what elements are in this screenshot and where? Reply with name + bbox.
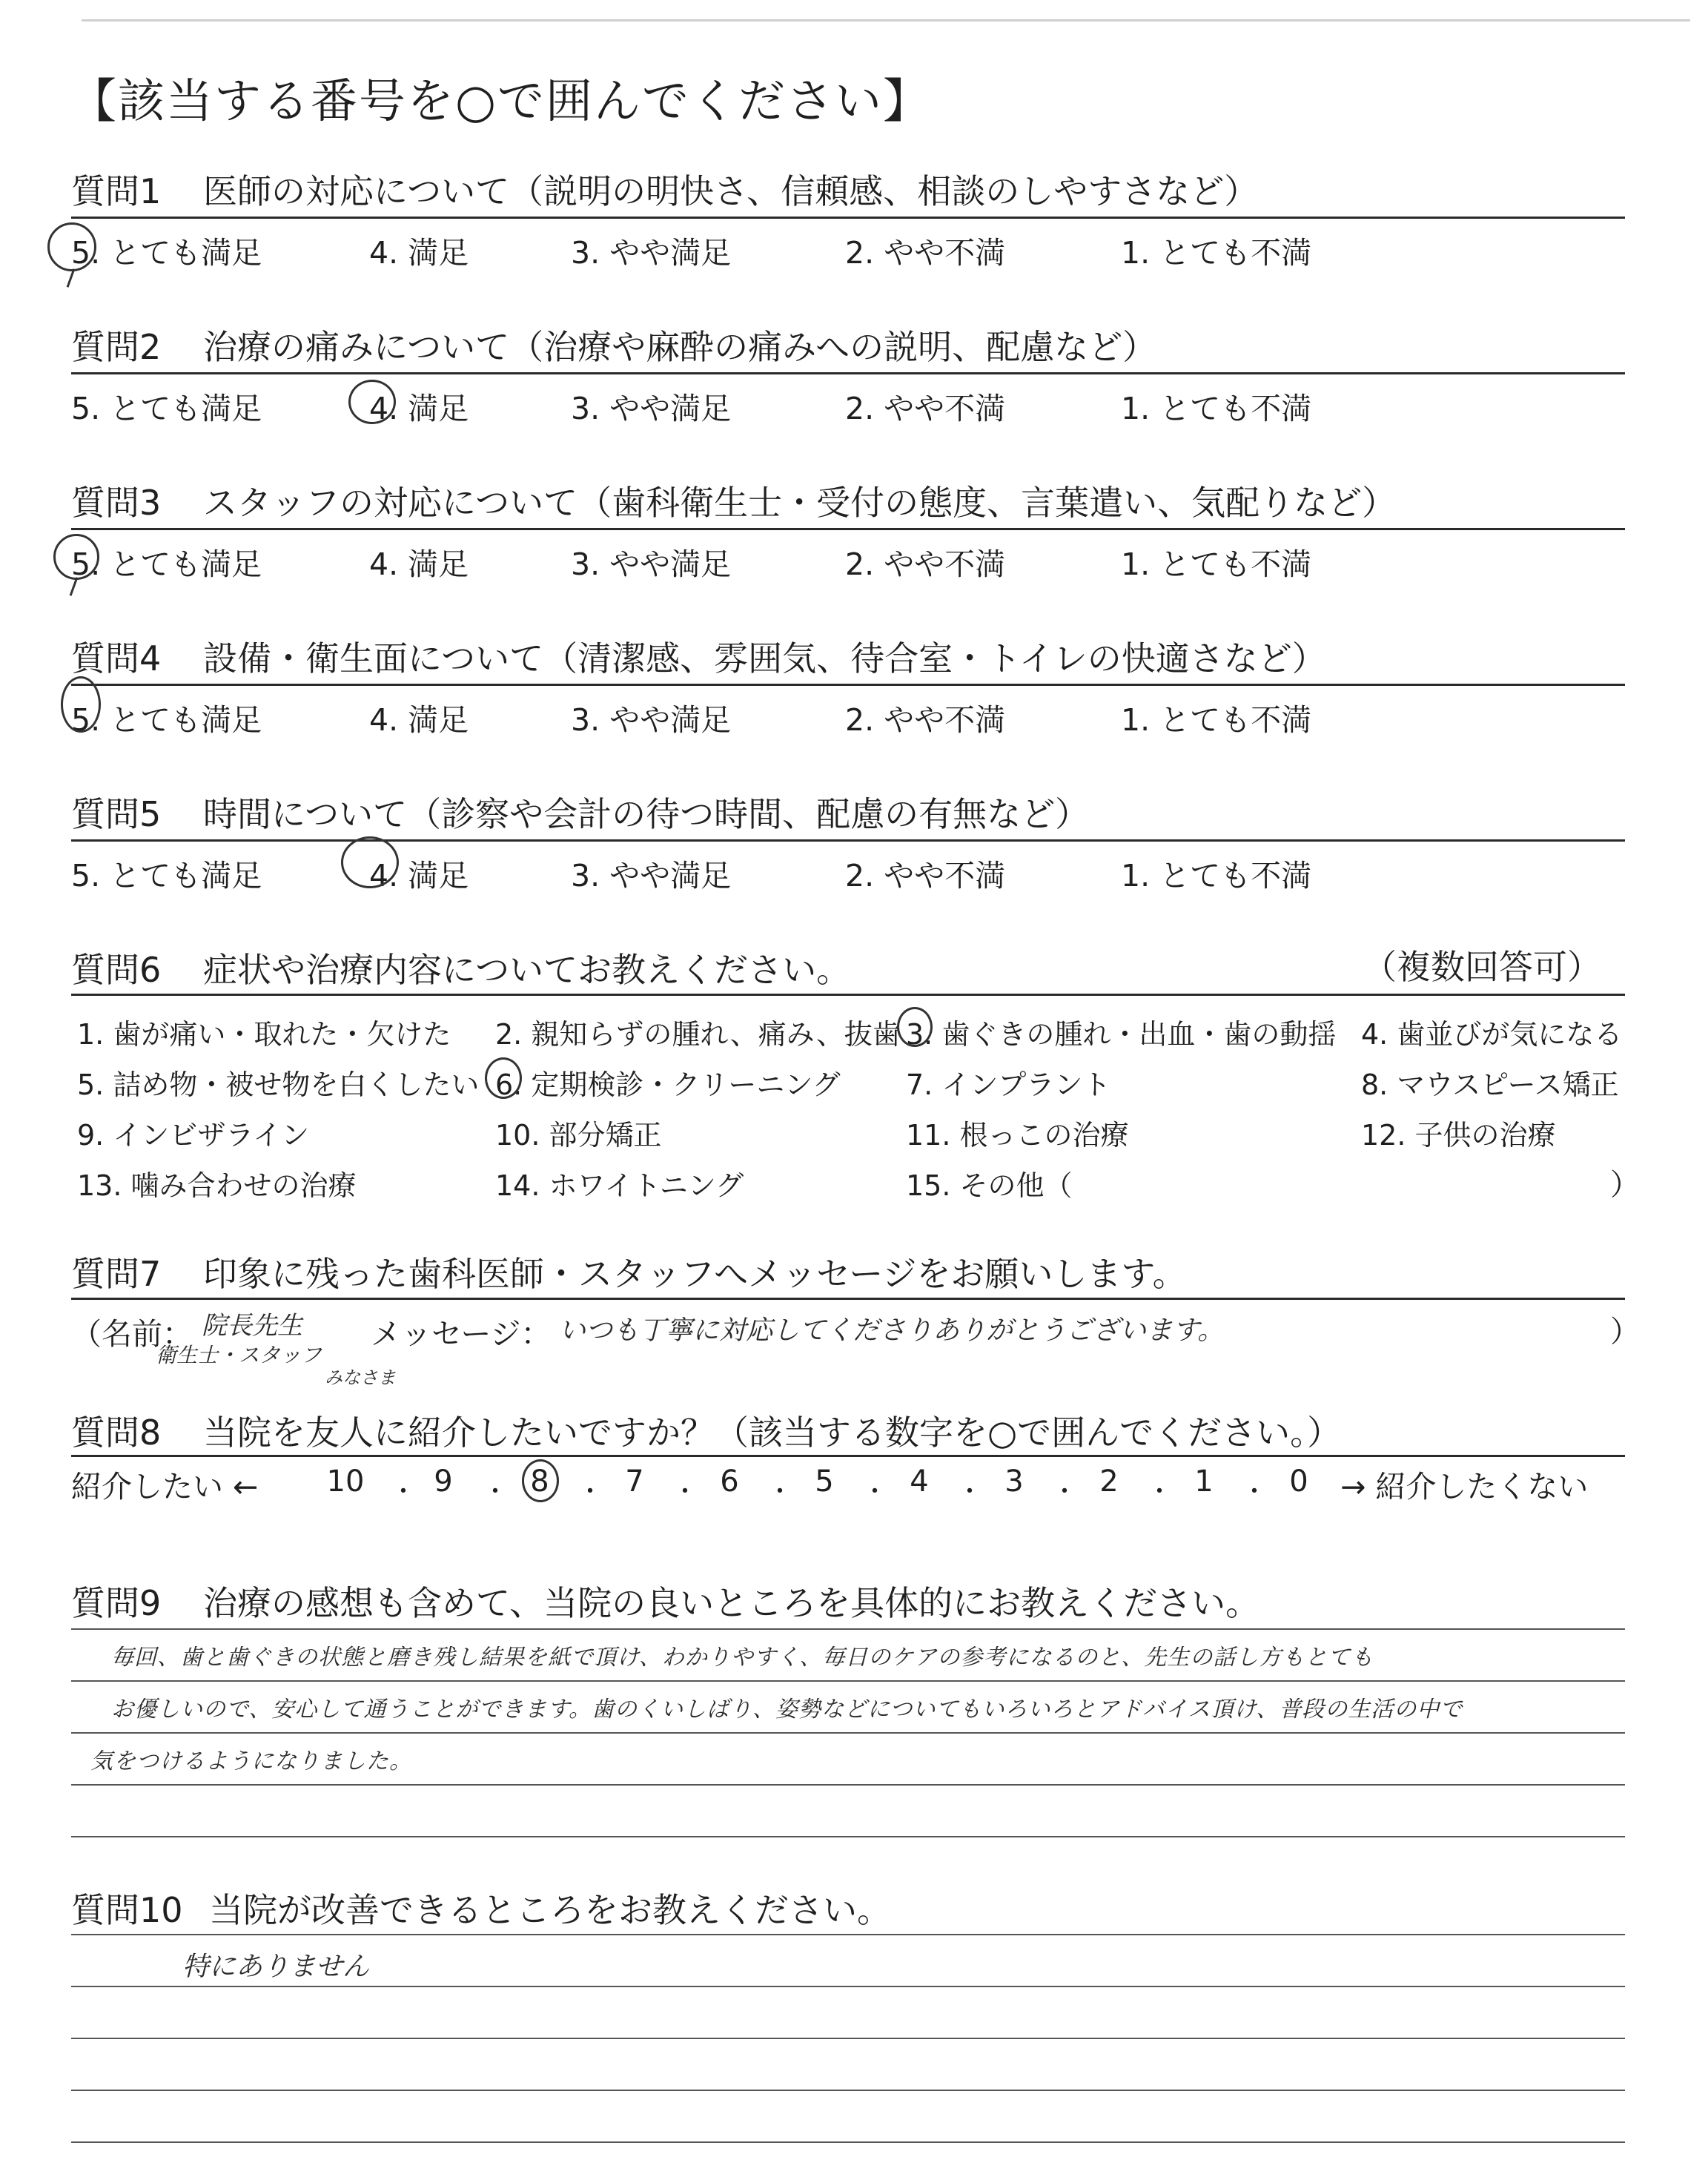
name-value-line-3: みなさま [325,1367,396,1388]
option-2[interactable]: 2. やや不満 [845,391,1006,426]
name-value-line-2: 衛生士・スタッフ [156,1343,322,1367]
question-number: 質問8 [71,1413,162,1453]
symptom-item-12[interactable]: 12. 子供の治療 [1361,1119,1556,1152]
scale-separator: ・ [1147,1477,1172,1507]
option-3[interactable]: 3. やや満足 [571,702,732,738]
scale-separator: ・ [957,1477,982,1507]
option-3[interactable]: 3. やや満足 [571,858,732,894]
divider [71,528,1625,530]
question-text: 治療の痛みについて（治療や麻酔の痛みへの説明、配慮など） [203,327,1157,367]
question-number: 質問10 [71,1890,183,1930]
divider [71,994,1625,996]
question-number: 質問4 [71,638,162,678]
question-6-heading [71,943,850,992]
question-number: 質問7 [71,1254,162,1294]
answer-text-line-2[interactable]: お優しいので、安心して通うことができます。歯のくいしばり、姿勢などについてもいろいろとアドバイス頂け、普段の生活の中で [111,1697,1463,1723]
scale-6[interactable]: 6 [720,1464,739,1499]
answer-line [71,2141,1625,2143]
multiple-answers-note: （複数回答可） [1363,947,1601,987]
option-5[interactable]: 5. とても満足 [71,391,262,426]
scale-separator: ・ [483,1477,508,1507]
option-1[interactable]: 1. とても不満 [1121,858,1312,894]
scale-separator: ・ [577,1477,603,1507]
symptom-item-8[interactable]: 8. マウスピース矯正 [1361,1069,1619,1101]
question-text: 印象に残った歯科医師・スタッフへメッセージをお願いします。 [203,1254,1187,1294]
scale-separator: ・ [1052,1477,1077,1507]
question-number: 質問2 [71,327,162,367]
selection-circle [61,676,101,733]
question-2-heading [71,320,1156,369]
recommend-right-label: → 紹介したくない [1340,1469,1589,1505]
scale-0[interactable]: 0 [1289,1464,1308,1499]
question-number: 質問6 [71,950,162,990]
improvement-answer[interactable]: 特にありません [182,1952,370,1982]
selection-circle [47,222,96,271]
scale-3[interactable]: 3 [1004,1464,1024,1499]
divider [71,372,1625,374]
page-title: 【該当する番号を○で囲んでください】 [70,74,931,128]
answer-line [71,1680,1625,1682]
name-label: （名前： [71,1316,193,1352]
option-4[interactable]: 4. 満足 [369,702,469,738]
question-text: 時間について（診察や会計の待つ時間、配慮の有無など） [203,794,1090,834]
answer-line [71,1628,1625,1630]
scale-separator: ・ [767,1477,792,1507]
scale-separator: ・ [862,1477,887,1507]
scale-8[interactable]: 8 [530,1464,549,1499]
scale-separator: ・ [672,1477,698,1507]
scale-1[interactable]: 1 [1194,1464,1214,1499]
question-text: 治療の感想も含めて、当院の良いところを具体的にお教えください。 [203,1583,1260,1623]
symptom-item-10[interactable]: 10. 部分矯正 [495,1119,662,1152]
question-number: 質問1 [71,171,162,211]
symptom-item-7[interactable]: 7. インプラント [906,1069,1111,1101]
question-4-heading [71,632,1326,681]
option-4[interactable]: 4. 満足 [369,235,469,271]
selection-circle [522,1459,559,1502]
recommend-left-label: 紹介したい ← [71,1469,259,1505]
other-close-paren: ） [1610,1168,1640,1202]
question-text: 医師の対応について（説明の明快さ、信頼感、相談のしやすさなど） [203,171,1259,211]
option-4[interactable]: 4. 満足 [369,391,469,426]
option-3[interactable]: 3. やや満足 [571,546,732,582]
selection-circle [53,534,99,580]
scale-2[interactable]: 2 [1099,1464,1119,1499]
selection-circle [485,1057,522,1099]
answer-line [71,1934,1625,1935]
answer-text-line-1[interactable]: 毎回、歯と歯ぐきの状態と磨き残し結果を紙で頂け、わかりやすく、毎日のケアの参考になるのと、先生の話し方もとても [111,1645,1374,1671]
question-text: 当院を友人に紹介したいですか？（該当する数字を○で囲んでください。） [203,1413,1342,1453]
symptom-item-1[interactable]: 1. 歯が痛い・取れた・欠けた [77,1018,451,1051]
option-2[interactable]: 2. やや不満 [845,235,1006,271]
question-3-heading [71,476,1396,525]
divider [71,1298,1625,1300]
answer-line [71,1986,1625,1987]
selection-circle [341,836,399,888]
selection-circle [897,1007,933,1047]
message-close-paren: ） [1610,1315,1640,1349]
question-7-heading [71,1247,1187,1296]
question-1-heading [71,165,1258,214]
symptom-item-14[interactable]: 14. ホワイトニング [495,1169,744,1202]
option-1[interactable]: 1. とても不満 [1121,546,1312,582]
question-number: 質問3 [71,483,162,523]
question-8-heading [71,1406,1341,1455]
answer-text-line-3[interactable]: 気をつけるようになりました。 [90,1748,412,1774]
symptom-item-4[interactable]: 4. 歯並びが気になる [1361,1018,1623,1051]
option-2[interactable]: 2. やや不満 [845,546,1006,582]
question-10-heading [71,1883,891,1932]
answer-line [71,1732,1625,1734]
option-5[interactable]: 5. とても満足 [71,235,262,271]
question-text: 設備・衛生面について（清潔感、雰囲気、待合室・トイレの快適さなど） [203,638,1326,678]
symptom-item-13[interactable]: 13. 噛み合わせの治療 [77,1169,357,1202]
option-2[interactable]: 2. やや不満 [845,858,1006,894]
selection-circle [348,380,396,424]
symptom-item-6[interactable]: 6. 定期検診・クリーニング [495,1069,841,1101]
question-number: 質問9 [71,1583,162,1623]
answer-line [71,2090,1625,2091]
message-label: メッセージ： [371,1316,552,1352]
option-5[interactable]: 5. とても満足 [71,858,262,894]
scale-4[interactable]: 4 [910,1464,929,1499]
top-border [82,19,1690,22]
symptom-item-5[interactable]: 5. 詰め物・被せ物を白くしたい [77,1069,480,1101]
question-5-heading [71,787,1089,836]
question-text: スタッフの対応について（歯科衛生士・受付の態度、言葉遣い、気配りなど） [203,483,1397,523]
option-3[interactable]: 3. やや満足 [571,235,732,271]
question-number: 質問5 [71,794,162,834]
scale-7[interactable]: 7 [625,1464,644,1499]
symptom-item-3[interactable]: 3. 歯ぐきの腫れ・出血・歯の動揺 [906,1018,1337,1051]
message-value[interactable]: いつも丁寧に対応してくださりありがとうございます。 [559,1315,1225,1346]
symptom-item-11[interactable]: 11. 根っこの治療 [906,1119,1129,1152]
option-3[interactable]: 3. やや満足 [571,391,732,426]
answer-line [71,1784,1625,1786]
question-text: 当院が改善できるところをお教えください。 [209,1890,891,1930]
option-4[interactable]: 4. 満足 [369,546,469,582]
question-9-heading [71,1576,1260,1625]
question-text: 症状や治療内容についてお教えください。 [203,950,851,990]
symptom-item-9[interactable]: 9. インビザライン [77,1119,310,1152]
scale-separator: ・ [391,1477,416,1507]
option-1[interactable]: 1. とても不満 [1121,235,1312,271]
answer-line [71,1836,1625,1837]
scale-5[interactable]: 5 [815,1464,834,1499]
option-1[interactable]: 1. とても不満 [1121,391,1312,426]
scale-9[interactable]: 9 [434,1464,453,1499]
option-5[interactable]: 5. とても満足 [71,702,262,738]
option-4[interactable]: 4. 満足 [369,858,469,894]
name-value-line-1: 院長先生 [202,1311,302,1341]
scale-separator: ・ [1242,1477,1267,1507]
divider [71,1455,1625,1457]
answer-line [71,2038,1625,2039]
divider [71,217,1625,219]
divider [71,839,1625,842]
option-5[interactable]: 5. とても満足 [71,546,262,582]
symptom-item-2[interactable]: 2. 親知らずの腫れ、痛み、抜歯 [495,1018,901,1051]
scale-10[interactable]: 10 [326,1464,365,1499]
option-2[interactable]: 2. やや不満 [845,702,1006,738]
divider [71,684,1625,686]
symptom-item-15[interactable]: 15. その他（ [906,1169,1073,1202]
option-1[interactable]: 1. とても不満 [1121,702,1312,738]
